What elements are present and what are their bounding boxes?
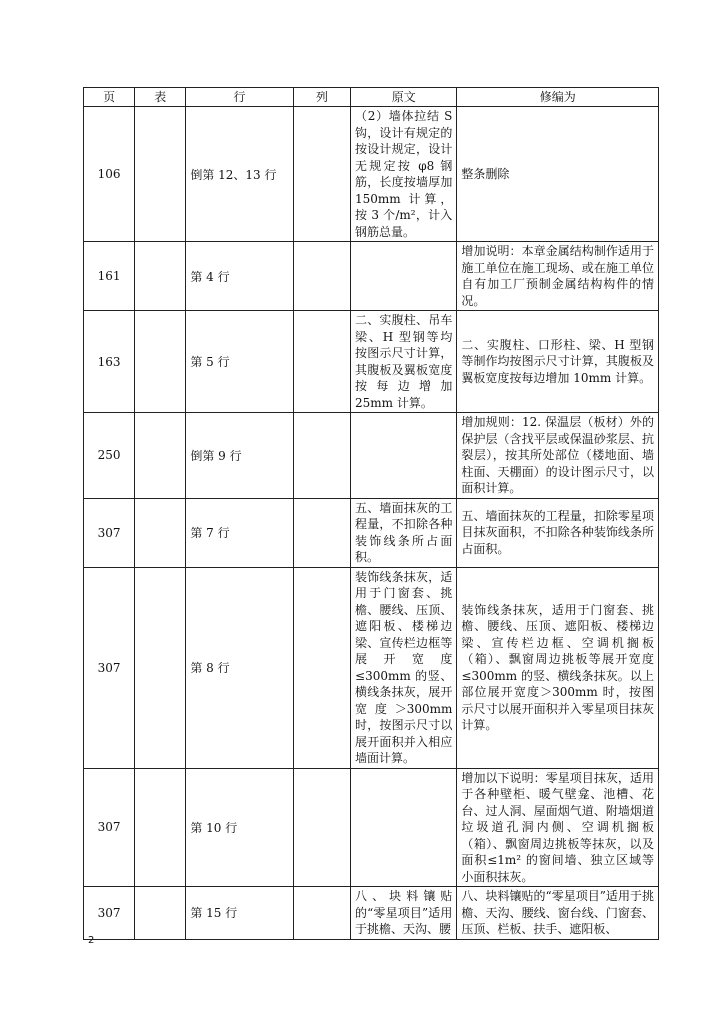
cell-line: 倒第 9 行 bbox=[186, 413, 293, 499]
cell-line: 第 4 行 bbox=[186, 242, 293, 311]
header-original: 原文 bbox=[351, 88, 457, 107]
cell-column bbox=[293, 242, 350, 311]
cell-page: 307 bbox=[84, 887, 135, 940]
table-row bbox=[84, 242, 659, 311]
table-row bbox=[84, 107, 659, 242]
cell-table bbox=[135, 242, 186, 311]
cell-revised: 整条删除 bbox=[457, 107, 659, 242]
cell-column bbox=[293, 887, 350, 940]
cell-original: （2）墙体拉结 S 钩，设计有规定的按设计规定，设计无规定按 φ8 钢筋，长度按墙厚加 150mm 计算，按 3 个/m²，计入钢筋总量。 bbox=[351, 107, 457, 242]
cell-line: 第 5 行 bbox=[186, 311, 293, 413]
cell-original: 装饰线条抹灰，适用于门窗套、挑檐、腰线、压顶、遮阳板、楼梯边梁、宣传栏边框等展开宽度≤300mm 的竖、横线条抹灰，展开宽度＞300mm 时，按图示尺寸以展开面积并入相应墙面计算。 bbox=[351, 567, 457, 768]
cell-line: 倒第 12、13 行 bbox=[186, 107, 293, 242]
cell-page: 307 bbox=[84, 768, 135, 887]
cell-original: 五、墙面抹灰的工程量，不扣除各种装饰线条所占面积。 bbox=[351, 498, 457, 567]
table-row bbox=[84, 413, 659, 499]
cell-revised: 装饰线条抹灰，适用于门窗套、挑檐、腰线、压顶、遮阳板、楼梯边梁、宣传栏边框、空调机搁板（箱）、飘窗周边挑板等展开宽度≤300mm 的竖、横线条抹灰。以上部位展开宽度＞300mm 时，按图示尺寸以展开面积并入零星项目抹灰计算。 bbox=[457, 567, 659, 768]
cell-revised: 八、块料镶贴的“零星项目”适用于挑檐、天沟、腰线、窗台线、门窗套、压顶、栏板、扶手、遮阳板、 bbox=[457, 887, 659, 940]
cell-page: 307 bbox=[84, 498, 135, 567]
cell-column bbox=[293, 498, 350, 567]
cell-page: 250 bbox=[84, 413, 135, 499]
header-table: 表 bbox=[135, 88, 186, 107]
cell-table bbox=[135, 567, 186, 768]
cell-original bbox=[351, 768, 457, 887]
cell-line: 第 10 行 bbox=[186, 768, 293, 887]
cell-revised: 五、墙面抹灰的工程量，扣除零星项目抹灰面积，不扣除各种装饰线条所占面积。 bbox=[457, 498, 659, 567]
table-row bbox=[84, 567, 659, 768]
header-page: 页 bbox=[84, 88, 135, 107]
cell-page: 106 bbox=[84, 107, 135, 242]
cell-column bbox=[293, 768, 350, 887]
page-number: 2 bbox=[88, 935, 95, 946]
cell-column bbox=[293, 311, 350, 413]
cell-revised: 增加说明：本章金属结构制作适用于施工单位在施工现场、或在施工单位自有加工厂预制金属结构构件的情况。 bbox=[457, 242, 659, 311]
cell-original: 二、实腹柱、吊车梁、H 型钢等均按图示尺寸计算，其腹板及翼板宽度按每边增加 25mm 计算。 bbox=[351, 311, 457, 413]
cell-original: 八、块料镶贴的“零星项目”适用于挑檐、天沟、腰 bbox=[351, 887, 457, 940]
table-row bbox=[84, 498, 659, 567]
cell-page: 161 bbox=[84, 242, 135, 311]
cell-page: 307 bbox=[84, 567, 135, 768]
header-column: 列 bbox=[293, 88, 350, 107]
cell-original bbox=[351, 413, 457, 499]
header-row bbox=[84, 88, 659, 107]
cell-table bbox=[135, 887, 186, 940]
cell-page: 163 bbox=[84, 311, 135, 413]
cell-original bbox=[351, 242, 457, 311]
cell-column bbox=[293, 413, 350, 499]
cell-table bbox=[135, 768, 186, 887]
cell-column bbox=[293, 107, 350, 242]
cell-table bbox=[135, 413, 186, 499]
errata-table bbox=[83, 87, 659, 940]
table-row bbox=[84, 887, 659, 940]
cell-line: 第 8 行 bbox=[186, 567, 293, 768]
cell-revised: 增加规则：12. 保温层（板材）外的保护层（含找平层或保温砂浆层、抗裂层），按其所处部位（楼地面、墙柱面、天棚面）的设计图示尺寸，以面积计算。 bbox=[457, 413, 659, 499]
table-row bbox=[84, 311, 659, 413]
cell-table bbox=[135, 107, 186, 242]
cell-table bbox=[135, 498, 186, 567]
cell-revised: 增加以下说明：零星项目抹灰，适用于各种壁柜、暖气壁龛、池槽、花台、过人洞、屋面烟气道、附墙烟道垃圾道孔洞内侧、空调机搁板（箱）、飘窗周边挑板等抹灰，以及面积≤1m² 的窗间墙、独立区域等小面积抹灰。 bbox=[457, 768, 659, 887]
cell-line: 第 15 行 bbox=[186, 887, 293, 940]
header-revised: 修编为 bbox=[457, 88, 659, 107]
header-line: 行 bbox=[186, 88, 293, 107]
cell-table bbox=[135, 311, 186, 413]
cell-column bbox=[293, 567, 350, 768]
cell-line: 第 7 行 bbox=[186, 498, 293, 567]
table-row bbox=[84, 768, 659, 887]
cell-revised: 二、实腹柱、口形柱、梁、H 型钢等制作均按图示尺寸计算，其腹板及翼板宽度按每边增加 10mm 计算。 bbox=[457, 311, 659, 413]
